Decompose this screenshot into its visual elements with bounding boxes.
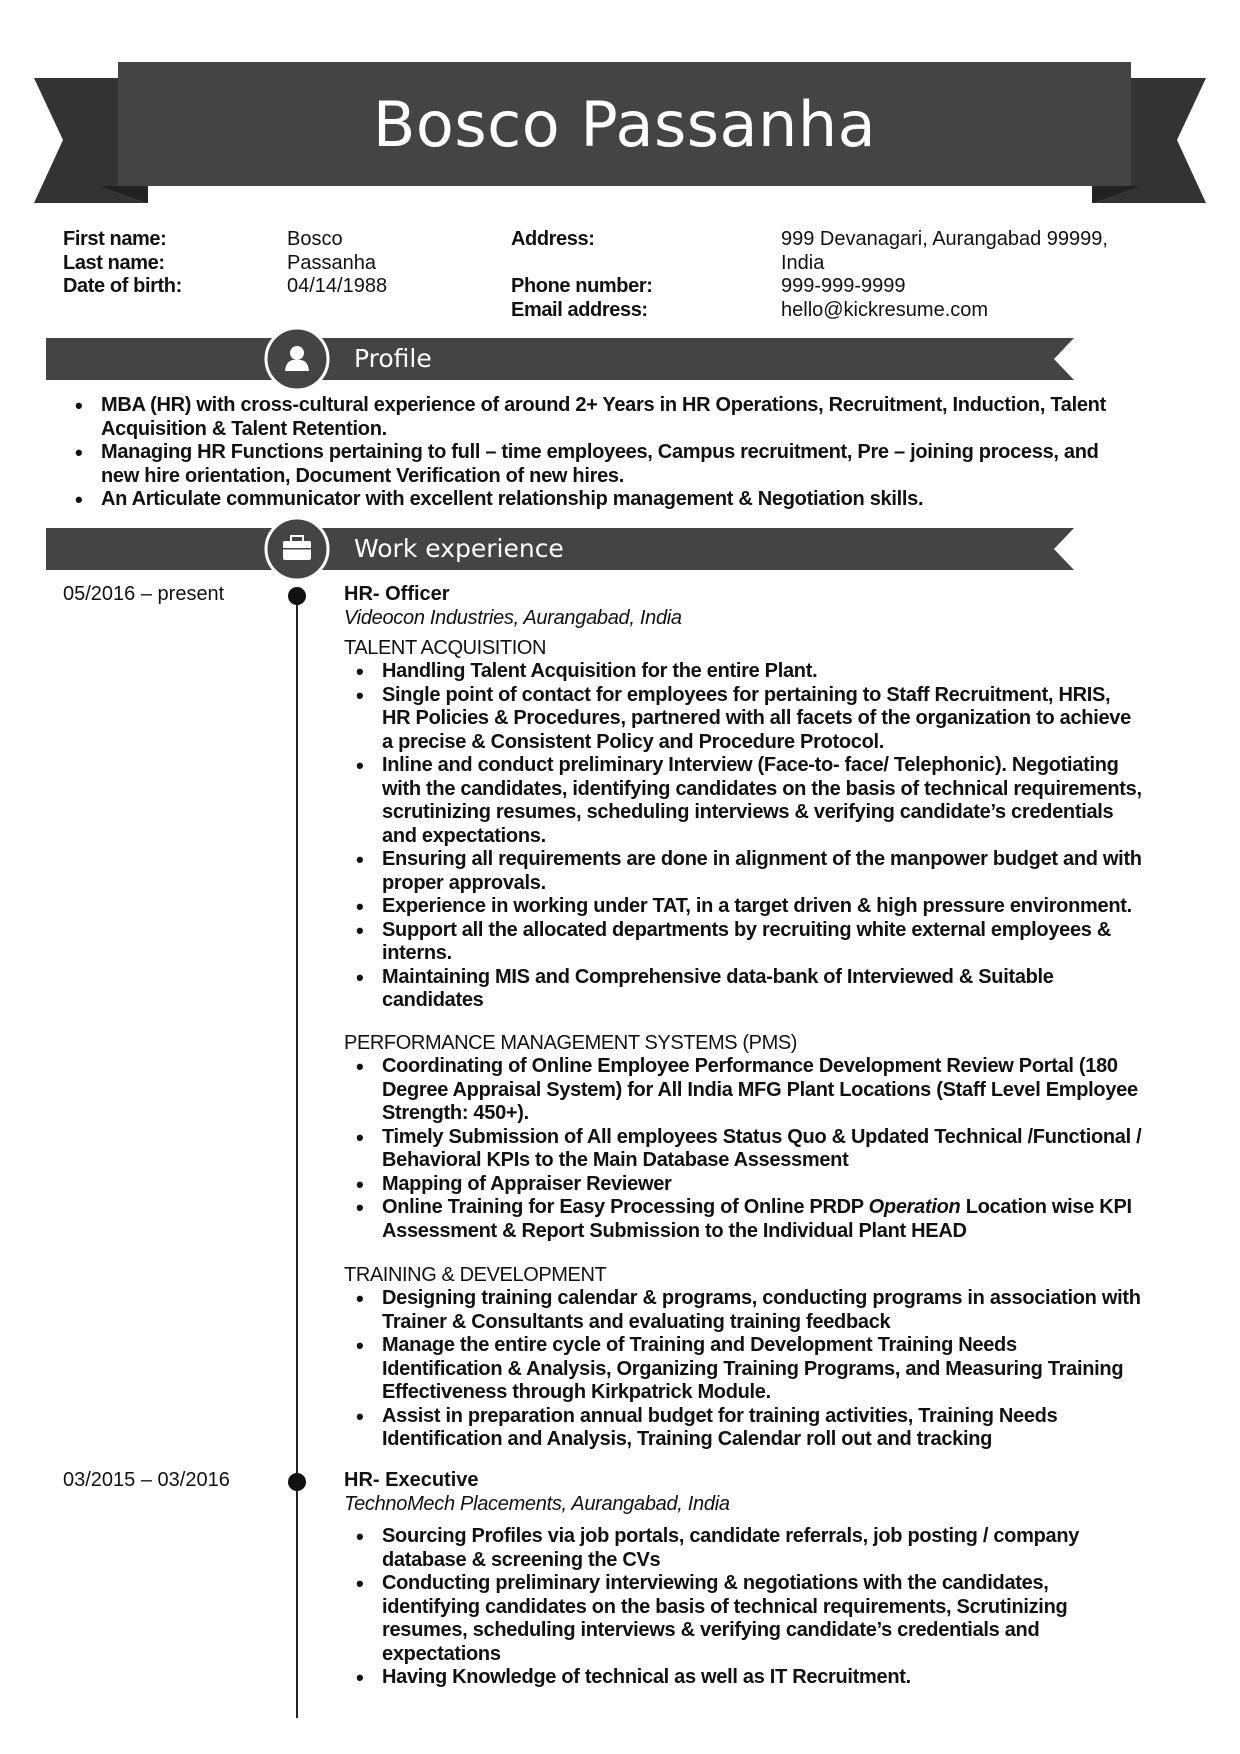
group-heading: TRAINING & DEVELOPMENT xyxy=(344,1264,607,1286)
list-item: • Sourcing Profiles via job portals, candidate referrals, job posting / company database & screening the CVs xyxy=(382,1525,1202,1572)
job-company: TechnoMech Placements, Aurangabad, India xyxy=(344,1493,730,1515)
personal-values-left xyxy=(287,228,387,299)
group-heading: PERFORMANCE MANAGEMENT SYSTEMS (PMS) xyxy=(344,1032,798,1054)
email-value[interactable]: hello@kickresume.com xyxy=(781,298,989,321)
list-item: • Single point of contact for employees for pertaining to Staff Recruitment, HRIS, HR Policies & Procedures, partnered with all facets of the organization to achieve a precise & Consistent Policy and Procedure Protocol. xyxy=(382,684,1202,755)
list-item: • Maintaining MIS and Comprehensive data-bank of Interviewed & Suitable candidates xyxy=(382,966,1202,1013)
list-item: • Inline and conduct preliminary Interview (Face-to- face/ Telephonic). Negotiating with the candidates, identifying candidates on the basis of technical requirements, scrutinizing resumes, scheduling interviews & verifying candidate’s credentials and expectations. xyxy=(382,754,1202,848)
list-item: • Coordinating of Online Employee Performance Development Review Portal (180 Degree Appraisal System) for All India MFG Plant Locations (Staff Level Employee Strength: 450+). xyxy=(382,1055,1202,1126)
list-item: • Having Knowledge of technical as well as IT Recruitment. xyxy=(382,1666,1202,1690)
phone-label: Phone number: xyxy=(511,275,653,297)
list-item: • Support all the allocated departments by recruiting white external employees & interns. xyxy=(382,919,1202,966)
list-item: • Conducting preliminary interviewing & negotiations with the candidates, identifying candidates on the basis of technical requirements, Scrutinizing resumes, scheduling interviews & verifying candidate’s credentials and expectations xyxy=(382,1572,1202,1666)
timeline-dot xyxy=(288,1473,306,1491)
timeline-line xyxy=(296,598,298,1718)
phone-value: 999-999-9999 xyxy=(781,275,906,297)
list-item: • Online Training for Easy Processing of Online PRDP Operation Location wise KPI Assessment & Report Submission to the Individual Plant HEAD xyxy=(382,1196,1202,1243)
dob-label: Date of birth: xyxy=(63,275,182,297)
address-line2: India xyxy=(781,251,825,274)
profile-title: Profile xyxy=(354,344,432,373)
profile-list xyxy=(101,394,1181,512)
section-work-experience xyxy=(46,528,1076,570)
list-item: • Handling Talent Acquisition for the entire Plant. xyxy=(382,660,1202,684)
address-label: Address: xyxy=(511,228,595,250)
job-date: 05/2016 – present xyxy=(63,583,225,605)
list-item: • Assist in preparation annual budget for training activities, Training Needs Identification and Analysis, Training Calendar roll out and tracking xyxy=(382,1405,1202,1452)
email-label: Email address: xyxy=(511,298,648,321)
list-item: • Timely Submission of All employees Status Quo & Updated Technical /Functional / Behavioral KPIs to the Main Database Assessment xyxy=(382,1126,1202,1173)
full-name: Bosco Passanha xyxy=(372,87,877,161)
pms-list xyxy=(382,1055,1202,1243)
list-item: • Manage the entire cycle of Training and Development Training Needs Identification & Analysis, Organizing Training Programs, and Measuring Training Effectiveness through Kirkpatrick Module. xyxy=(382,1334,1202,1405)
italic-word: Operation xyxy=(868,1196,961,1218)
talent-acquisition-list xyxy=(382,660,1202,1013)
group-heading: TALENT ACQUISITION xyxy=(344,637,547,659)
last-name-value: Passanha xyxy=(287,251,376,274)
job-title: HR- Executive xyxy=(344,1469,479,1491)
timeline-dot xyxy=(288,587,306,605)
profile-bar-shape xyxy=(46,326,1076,390)
list-item: • Designing training calendar & programs, conducting programs in association with Trainer & Consultants and evaluating training feedback xyxy=(382,1287,1202,1334)
first-name-value: Bosco xyxy=(287,228,343,250)
first-name-label: First name: xyxy=(63,228,167,250)
job-company: Videocon Industries, Aurangabad, India xyxy=(344,607,682,629)
dob-value: 04/14/1988 xyxy=(287,275,388,297)
job-title: HR- Officer xyxy=(344,583,450,605)
section-profile xyxy=(46,338,1076,380)
job-date: 03/2015 – 03/2016 xyxy=(63,1469,230,1491)
profile-item: • Managing HR Functions pertaining to full – time employees, Campus recruitment, Pre – joining process, and new hire orientation, Document Verification of new hires. xyxy=(101,441,1181,488)
list-item: • Ensuring all requirements are done in alignment of the manpower budget and with proper approvals. xyxy=(382,848,1202,895)
hr-executive-list xyxy=(382,1525,1202,1690)
training-list xyxy=(382,1287,1202,1452)
list-item: • Experience in working under TAT, in a target driven & high pressure environment. xyxy=(382,895,1202,919)
personal-values-right xyxy=(781,228,1108,322)
profile-item: • An Articulate communicator with excellent relationship management & Negotiation skills. xyxy=(101,488,1181,512)
list-item: • Mapping of Appraiser Reviewer xyxy=(382,1173,1202,1197)
address-line1: 999 Devanagari, Aurangabad 99999, xyxy=(781,228,1108,250)
last-name-label: Last name: xyxy=(63,251,165,274)
profile-item: • MBA (HR) with cross-cultural experience of around 2+ Years in HR Operations, Recruitment, Induction, Talent Acquisition & Talent Retention. xyxy=(101,394,1181,441)
work-title: Work experience xyxy=(354,534,564,563)
personal-labels-left xyxy=(63,228,182,299)
personal-labels-right xyxy=(511,228,652,322)
